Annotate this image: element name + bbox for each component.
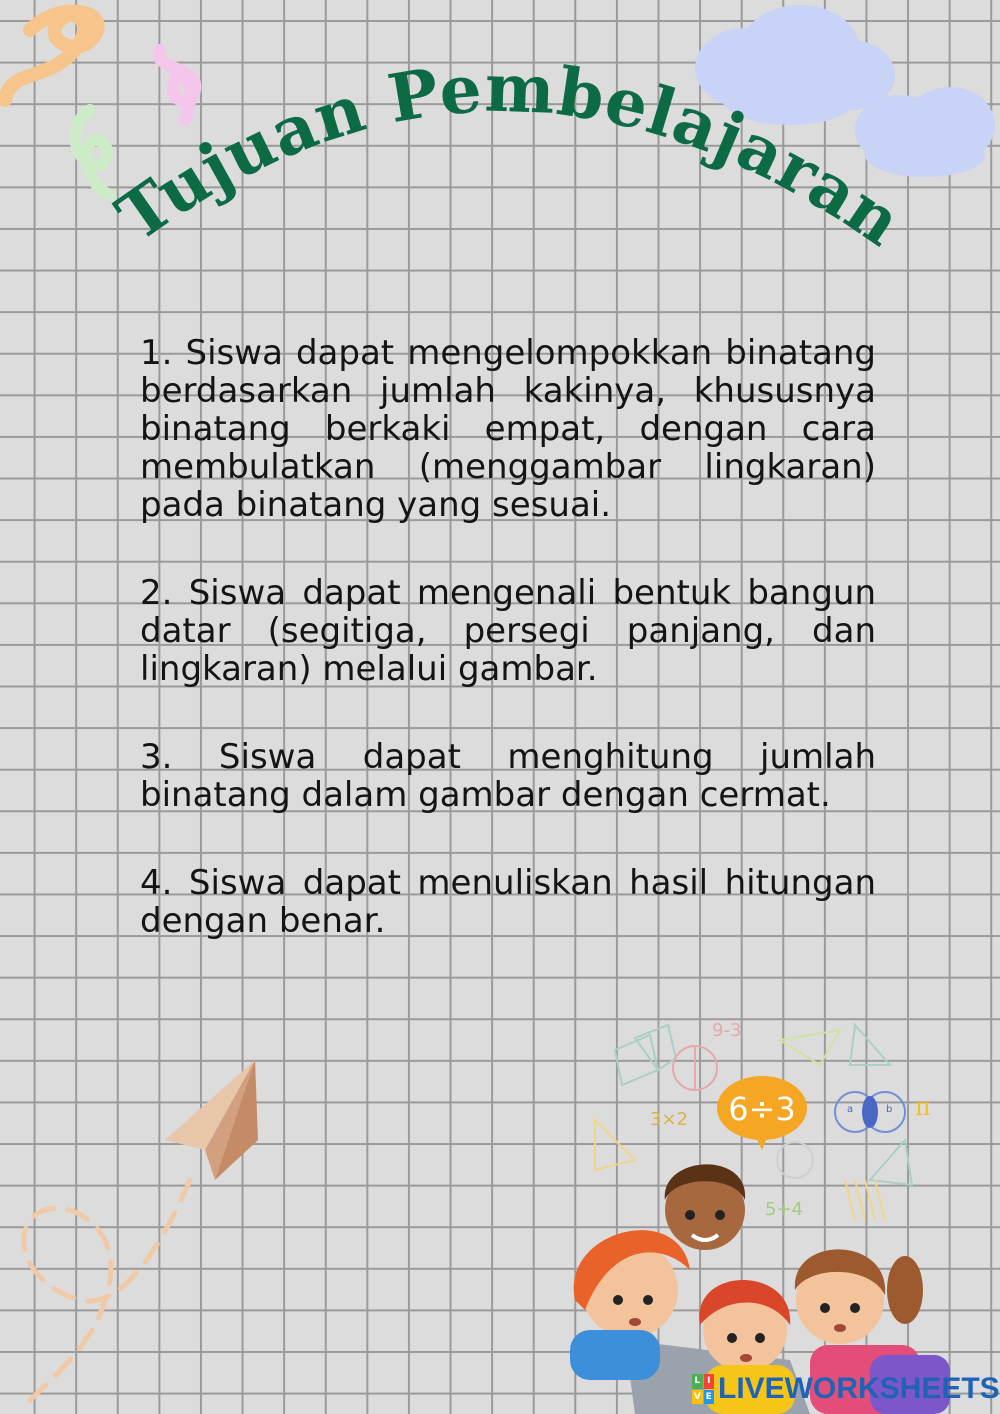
- speech-bubble-text: 6÷3: [728, 1090, 796, 1128]
- page-title: Tujuan Pembelajaran: [102, 48, 917, 262]
- objective-item: 3. Siswa dapat menghitung jumlah binatang dalam gambar dengan cermat.: [140, 737, 876, 815]
- objective-item: 2. Siswa dapat mengenali bentuk bangun datar (segitiga, persegi panjang, dan lingkaran) melalui gambar.: [140, 573, 876, 689]
- kids-math-illustration: [540, 1010, 1000, 1414]
- logo-letter: L: [692, 1374, 703, 1389]
- paper-plane-icon: [0, 1050, 300, 1414]
- logo-letter: I: [704, 1374, 715, 1389]
- math-label: 3×2: [650, 1109, 688, 1130]
- math-label: b: [886, 1104, 893, 1115]
- liveworksheets-watermark: [692, 1372, 1000, 1406]
- liveworksheets-logo-icon: [692, 1374, 714, 1404]
- math-label: 9-3: [712, 1020, 742, 1041]
- watermark-text: LIVEWORKSHEETS: [718, 1372, 1000, 1405]
- math-label: a: [847, 1104, 854, 1115]
- objective-item: 1. Siswa dapat mengelompokkan binatang berdasarkan jumlah kakinya, khususnya binatang berkaki empat, dengan cara membulatkan (menggambar lingkaran) pada binatang yang sesuai.: [140, 333, 876, 525]
- logo-letter: E: [704, 1390, 715, 1405]
- objective-item: 4. Siswa dapat menuliskan hasil hitungan dengan benar.: [140, 863, 876, 941]
- logo-letter: V: [692, 1390, 703, 1405]
- objectives-list: [140, 334, 876, 990]
- math-label: π: [915, 1093, 931, 1121]
- title-arc: [0, 0, 1000, 320]
- math-label: 5+4: [765, 1199, 803, 1220]
